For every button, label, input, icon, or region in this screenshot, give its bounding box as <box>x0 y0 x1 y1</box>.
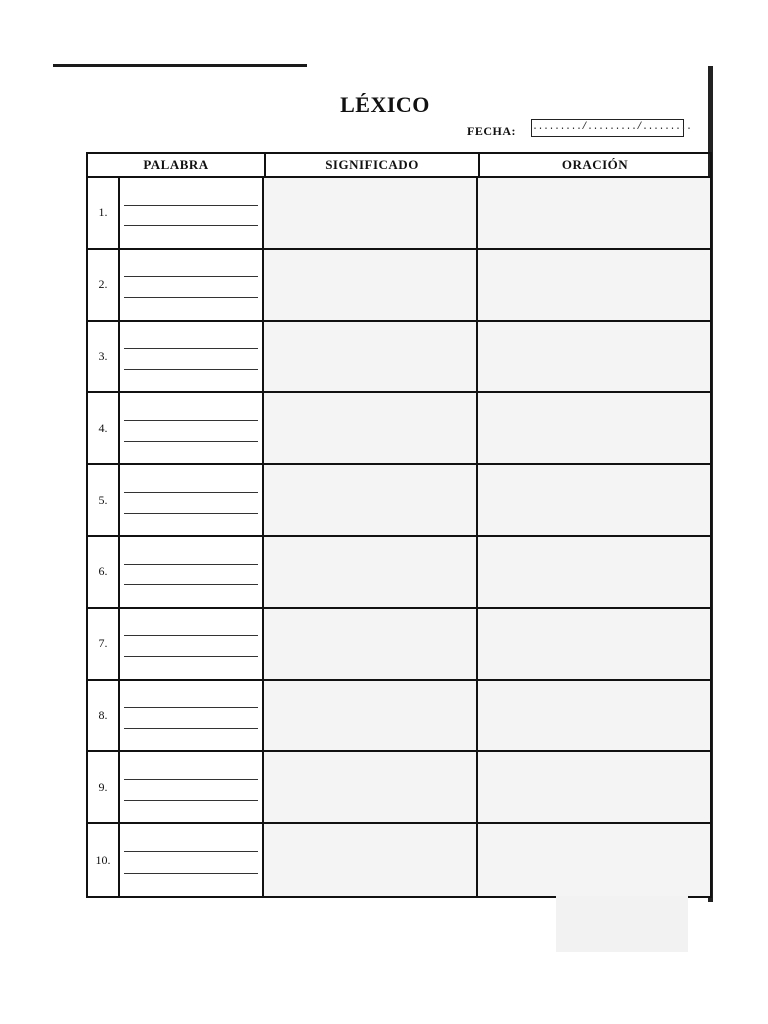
significado-cell[interactable] <box>264 465 478 535</box>
table-row <box>88 537 710 609</box>
oracion-cell[interactable] <box>478 393 710 463</box>
significado-cell[interactable] <box>264 322 478 392</box>
table-row <box>88 178 710 250</box>
column-header-oracion: ORACIÓN <box>478 154 710 176</box>
writing-line <box>124 800 258 801</box>
table-row <box>88 609 710 681</box>
row-number: 6. <box>88 537 120 607</box>
table-row <box>88 250 710 322</box>
table-row <box>88 465 710 537</box>
row-number: 2. <box>88 250 120 320</box>
palabra-cell[interactable] <box>120 178 264 248</box>
significado-cell[interactable] <box>264 250 478 320</box>
writing-line <box>124 728 258 729</box>
palabra-cell[interactable] <box>120 322 264 392</box>
palabra-cell[interactable] <box>120 681 264 751</box>
oracion-cell[interactable] <box>478 465 710 535</box>
writing-line <box>124 297 258 298</box>
writing-line <box>124 851 258 852</box>
significado-cell[interactable] <box>264 609 478 679</box>
table-row <box>88 752 710 824</box>
writing-line <box>124 707 258 708</box>
writing-line <box>124 779 258 780</box>
top-rule <box>53 64 307 67</box>
palabra-cell[interactable] <box>120 752 264 822</box>
writing-line <box>124 635 258 636</box>
scan-blank-patch <box>556 896 688 952</box>
writing-line <box>124 348 258 349</box>
row-number: 9. <box>88 752 120 822</box>
oracion-cell[interactable] <box>478 537 710 607</box>
table-row <box>88 393 710 465</box>
row-number: 8. <box>88 681 120 751</box>
significado-cell[interactable] <box>264 393 478 463</box>
palabra-cell[interactable] <box>120 609 264 679</box>
oracion-cell[interactable] <box>478 609 710 679</box>
row-number: 10. <box>88 824 120 896</box>
significado-cell[interactable] <box>264 178 478 248</box>
writing-line <box>124 492 258 493</box>
palabra-cell[interactable] <box>120 465 264 535</box>
palabra-cell[interactable] <box>120 824 264 896</box>
oracion-cell[interactable] <box>478 322 710 392</box>
writing-line <box>124 276 258 277</box>
table-row <box>88 681 710 753</box>
table-row <box>88 322 710 394</box>
row-number: 4. <box>88 393 120 463</box>
page-title: LÉXICO <box>340 92 430 117</box>
writing-line <box>124 656 258 657</box>
row-number: 1. <box>88 178 120 248</box>
date-field[interactable]: ........./........./......... <box>531 119 684 137</box>
writing-line <box>124 420 258 421</box>
table-header <box>88 154 710 178</box>
oracion-cell[interactable] <box>478 681 710 751</box>
significado-cell[interactable] <box>264 681 478 751</box>
writing-line <box>124 441 258 442</box>
palabra-cell[interactable] <box>120 250 264 320</box>
writing-line <box>124 225 258 226</box>
palabra-cell[interactable] <box>120 393 264 463</box>
writing-line <box>124 873 258 874</box>
significado-cell[interactable] <box>264 537 478 607</box>
oracion-cell[interactable] <box>478 824 710 896</box>
significado-cell[interactable] <box>264 752 478 822</box>
palabra-cell[interactable] <box>120 537 264 607</box>
row-number: 7. <box>88 609 120 679</box>
oracion-cell[interactable] <box>478 752 710 822</box>
vocabulary-table <box>86 152 712 898</box>
row-number: 5. <box>88 465 120 535</box>
row-number: 3. <box>88 322 120 392</box>
writing-line <box>124 513 258 514</box>
significado-cell[interactable] <box>264 824 478 896</box>
writing-line <box>124 584 258 585</box>
date-label: FECHA: <box>467 124 516 138</box>
oracion-cell[interactable] <box>478 178 710 248</box>
writing-line <box>124 205 258 206</box>
oracion-cell[interactable] <box>478 250 710 320</box>
writing-line <box>124 564 258 565</box>
column-header-significado: SIGNIFICADO <box>264 154 478 176</box>
table-row <box>88 824 710 896</box>
column-header-palabra: PALABRA <box>143 157 209 172</box>
writing-line <box>124 369 258 370</box>
